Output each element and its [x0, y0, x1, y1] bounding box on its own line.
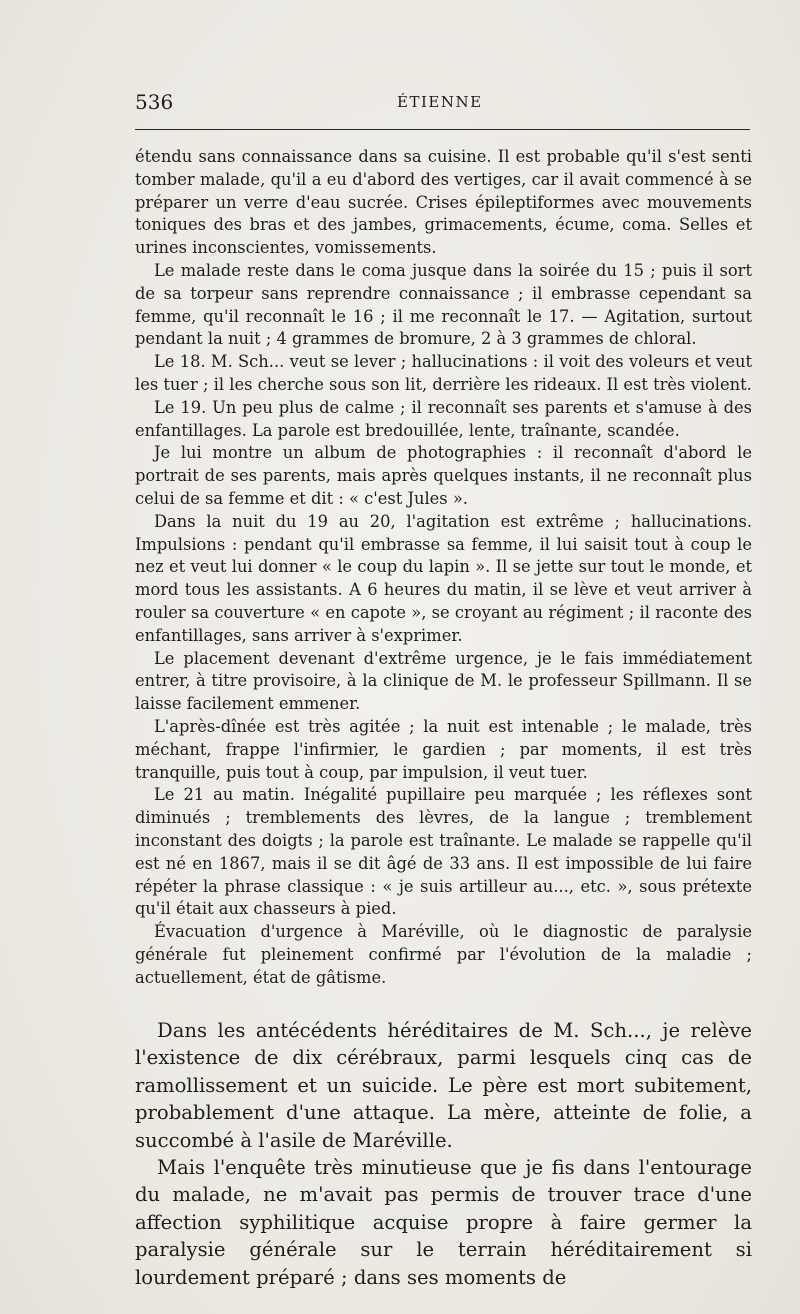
case-paragraph: Dans la nuit du 19 au 20, l'agitation est extrême ; hallucinations. Impulsions : pendant qu'il embrasse sa femme, il lui saisit tout à coup le nez et veut lui donner « le coup du lapin ». Il se jette sur tout le monde, et mord tous les assistants. A 6 heures du matin, il se lève et veut arriver à rouler sa couverture « en capote », se croyant au régiment ; il raconte des enfantillages, sans arriver à s'exprimer.	[135, 511, 752, 645]
case-paragraph: Je lui montre un album de photographies : il reconnaît d'abord le portrait de ses parents, mais après quelques instants, il ne reconnaît plus celui de sa femme et dit : « c'est Jules ».	[135, 443, 752, 508]
body-paragraph: Dans les antécédents héréditaires de M. Sch..., je relève l'existence de dix cérébraux, parmi lesquels cinq cas de ramollissement et un suicide. Le père est mort subitement, probablement d'une attaque. La mère, atteinte de folie, a succombé à l'asile de Maréville.	[135, 1019, 752, 1152]
header-rule	[135, 129, 750, 130]
case-paragraph: L'après-dînée est très agitée ; la nuit est intenable ; le malade, très méchant, frappe l'infirmier, le gardien ; par moments, il est très tranquille, puis tout à coup, par impulsion, il veut tuer.	[135, 716, 752, 782]
discussion-text	[135, 1017, 752, 1291]
case-paragraph: étendu sans connaissance dans sa cuisine. Il est probable qu'il s'est senti tomber malade, qu'il a eu d'abord des vertiges, car il avait commencé à se préparer un verre d'eau sucrée. Crises épileptiformes avec mouvements toniques des bras et des jambes, grimacements, écume, coma. Selles et urines inconscientes, vomissements.	[135, 147, 752, 258]
page-number: 536	[135, 90, 174, 114]
case-paragraph: Le 19. Un peu plus de calme ; il reconnaît ses parents et s'amuse à des enfantillages. La parole est bredouillée, lente, traînante, scandée.	[135, 397, 752, 440]
running-head	[135, 90, 750, 118]
body-paragraph: Mais l'enquête très minutieuse que je fis dans l'entourage du malade, ne m'avait pas permis de trouver trace d'une affection syphilitique acquise propre à faire germer la paralysie générale sur le terrain héréditairement si lourdement préparé ; dans ses moments de	[135, 1156, 752, 1289]
case-notes	[135, 146, 752, 989]
case-paragraph: Évacuation d'urgence à Maréville, où le diagnostic de paralysie générale fut pleinement confirmé par l'évolution de la maladie ; actuellement, état de gâtisme.	[135, 922, 752, 987]
case-paragraph: Le placement devenant d'extrême urgence, je le fais immédiatement entrer, à titre provisoire, à la clinique de M. le professeur Spillmann. Il se laisse facilement emmener.	[135, 648, 752, 714]
running-title: ÉTIENNE	[397, 93, 483, 111]
case-paragraph: Le 18. M. Sch... veut se lever ; hallucinations : il voit des voleurs et veut les tuer ; il les cherche sous son lit, derrière les rideaux. Il est très violent.	[135, 352, 752, 394]
case-paragraph: Le malade reste dans le coma jusque dans la soirée du 15 ; puis il sort de sa torpeur sans reprendre connaissance ; il embrasse cependant sa femme, qu'il reconnaît le 16 ; il me reconnaît le 17. — Agitation, surtout pendant la nuit ; 4 grammes de bromure, 2 à 3 grammes de chloral.	[135, 260, 752, 349]
case-paragraph: Le 21 au matin. Inégalité pupillaire peu marquée ; les réflexes sont diminués ; tremblements des lèvres, de la langue ; tremblement inconstant des doigts ; la parole est traînante. Le malade se rappelle qu'il est né en 1867, mais il se dit âgé de 33 ans. Il est impossible de lui faire répéter la phrase classique : « je suis artilleur au..., etc. », sous prétexte qu'il était aux chasseurs à pied.	[135, 785, 752, 919]
